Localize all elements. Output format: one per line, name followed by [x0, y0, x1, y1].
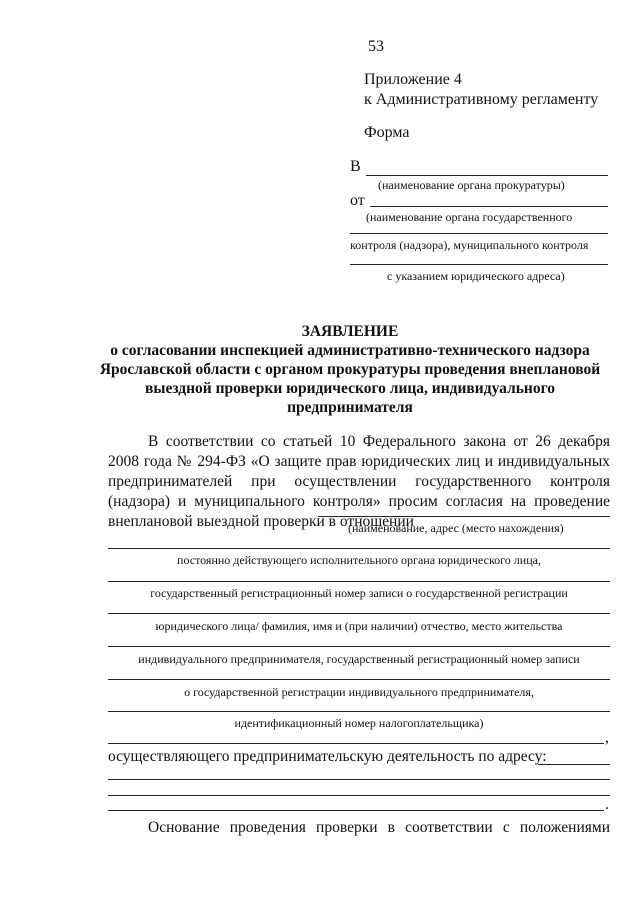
title-line-1: о согласовании инспекцией административно-технического надзора — [110, 342, 590, 359]
caption-0: (наименование, адрес (место нахождения) — [348, 521, 564, 535]
activity-text: осуществляющего предпринимательскую деятельность по адресу: — [108, 748, 547, 765]
field-line-6[interactable] — [108, 711, 610, 712]
comma-mark: , — [605, 729, 609, 746]
field-line-7[interactable] — [108, 743, 604, 744]
field-line-2[interactable] — [108, 581, 610, 582]
caption-1: постоянно действующего исполнительного органа юридического лица, — [177, 553, 541, 567]
subject-field-line[interactable] — [318, 516, 610, 517]
caption-2: государственный регистрационный номер записи о государственной регистрации — [150, 586, 568, 600]
title-line-4: предпринимателя — [287, 399, 413, 416]
form-label: Форма — [364, 124, 410, 141]
caption-4: индивидуального предпринимателя, государственный регистрационный номер записи — [138, 652, 580, 666]
field-line-5[interactable] — [108, 679, 610, 680]
caption-6: идентификационный номер налогоплательщика) — [234, 716, 484, 730]
field-line-4[interactable] — [108, 646, 610, 647]
to-field-line[interactable] — [366, 175, 608, 176]
address-line-1[interactable] — [108, 779, 610, 780]
document-title — [90, 322, 610, 417]
title-heading: ЗАЯВЛЕНИЕ — [301, 323, 399, 340]
from-caption-1: (наименование органа государственного — [366, 210, 573, 224]
field-line-1[interactable] — [108, 548, 610, 549]
caption-3: юридического лица/ фамилия, имя и (при наличии) отчество, место жительства — [155, 619, 563, 633]
field-line-3[interactable] — [108, 613, 610, 614]
activity-address-line[interactable] — [538, 764, 610, 765]
appendix-line-2: к Административному регламенту — [364, 91, 599, 108]
appendix-line-1: Приложение 4 — [364, 71, 462, 88]
period-mark: . — [605, 796, 609, 813]
address-line-3[interactable] — [108, 810, 604, 811]
title-line-3: выездной проверки юридического лица, индивидуального — [144, 380, 555, 397]
to-caption: (наименование органа прокуратуры) — [378, 178, 565, 192]
from-caption-3: с указанием юридического адреса) — [387, 269, 565, 283]
title-line-2: Ярославской области с органом прокуратуры проведения внеплановой — [99, 361, 601, 378]
address-line-2[interactable] — [108, 795, 610, 796]
appendix-block — [364, 70, 598, 110]
page-number: 53 — [368, 38, 384, 55]
from-field-line[interactable] — [370, 206, 608, 207]
from-field-line-3[interactable] — [350, 264, 608, 265]
basis-text: Основание проведения проверки в соответствии с положениями — [148, 819, 610, 836]
caption-5: о государственной регистрации индивидуального предпринимателя, — [184, 685, 534, 699]
from-prefix: от — [350, 192, 365, 209]
from-caption-2: контроля (надзора), муниципального контроля — [350, 238, 589, 252]
to-prefix: В — [350, 158, 361, 175]
body-paragraph: В соответствии со статьей 10 Федерального закона от 26 декабря 2008 года № 294-ФЗ «О защите прав юридических лиц и индивидуальных предпринимателей при осуществлении государственного контроля (надзора) и муниципального контроля» просим согласия на проведение внеплановой выездной проверки в отношении — [108, 433, 610, 530]
from-field-line-2[interactable] — [350, 233, 608, 234]
